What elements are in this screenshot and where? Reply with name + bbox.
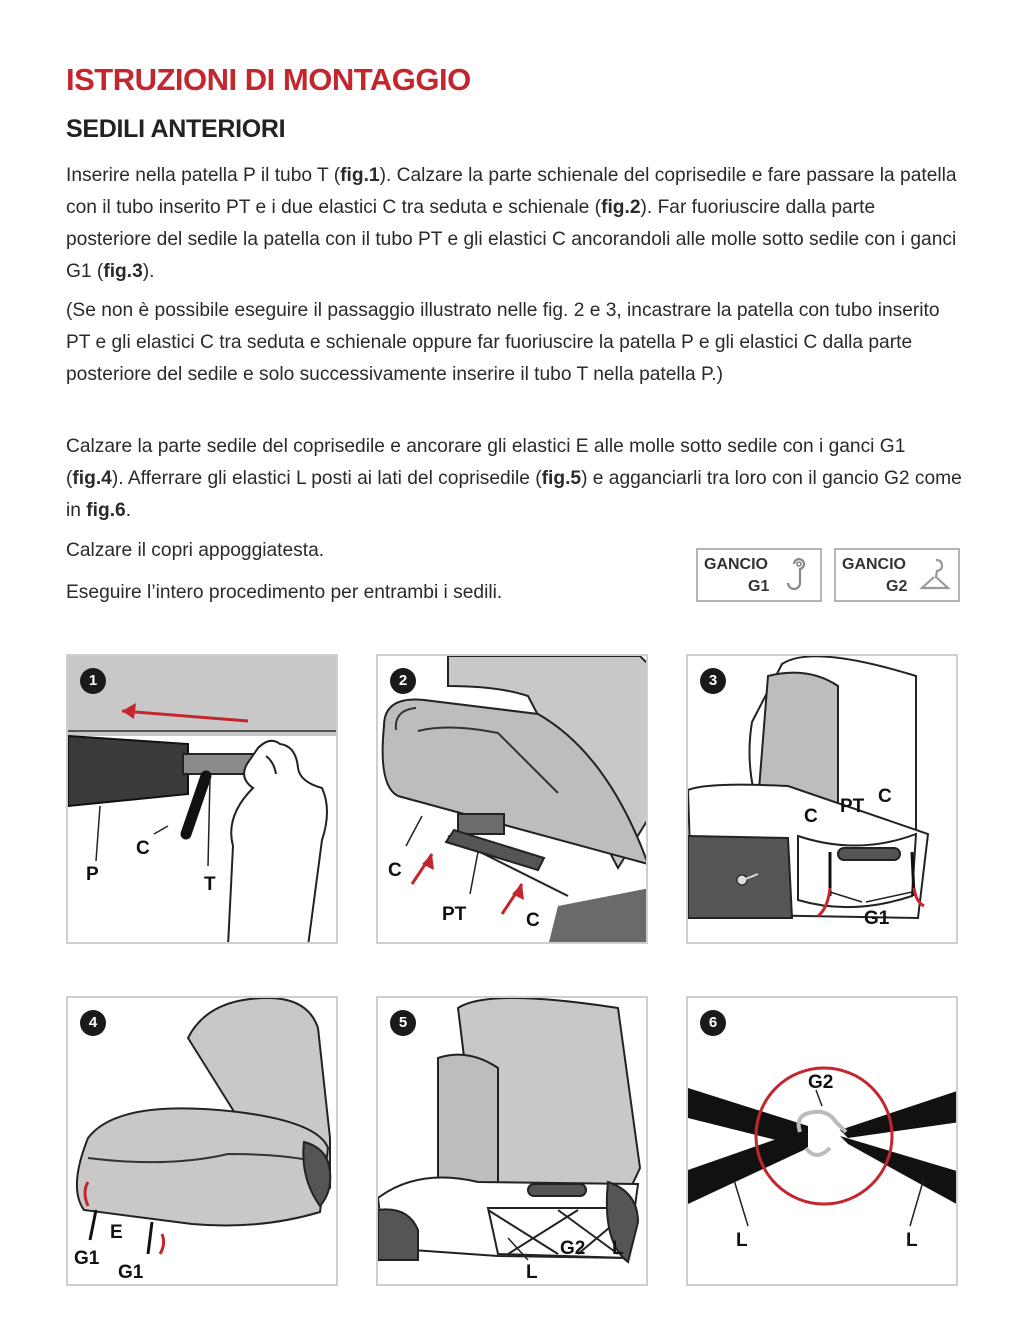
legend-gancio-g2: [834, 548, 960, 602]
instruction-paragraph-2: [66, 295, 962, 391]
hook-g2-icon: [918, 556, 952, 596]
instruction-paragraph-3: [66, 431, 962, 527]
text-run: ). Afferrare gli elastici L posti ai lati del coprisedile (: [111, 468, 542, 489]
legend-g1-word: GANCIO: [704, 556, 768, 573]
figure-3: [686, 654, 958, 944]
figure-3-number: 3: [700, 668, 726, 694]
legend-g1-code: G1: [748, 578, 770, 595]
legend-gancio-g1: [696, 548, 822, 602]
figure-1-label-t: T: [204, 874, 216, 895]
figure-2-label-c-right: C: [526, 910, 540, 931]
figure-4: [66, 996, 338, 1286]
figure-reference: fig.6: [86, 500, 126, 521]
text-run: ).: [142, 261, 155, 282]
figure-5: [376, 996, 648, 1286]
figure-4-label-g1-left: G1: [74, 1248, 100, 1269]
text-run: Inserire nella patella P il tubo T (: [66, 165, 341, 186]
figure-1-number: 1: [80, 668, 106, 694]
figure-6-number: 6: [700, 1010, 726, 1036]
figure-5-number: 5: [390, 1010, 416, 1036]
instruction-paragraph-4: [66, 535, 962, 567]
figure-4-illustration: [68, 998, 338, 1286]
figure-3-illustration: [688, 656, 958, 944]
text-run: Eseguire l’intero procedimento per entrambi i sedili.: [66, 582, 503, 603]
figure-2-illustration: [378, 656, 648, 944]
figure-5-label-l-left: L: [526, 1262, 538, 1283]
page-title: ISTRUZIONI DI MONTAGGIO: [66, 62, 471, 97]
figure-reference: fig.5: [541, 468, 582, 489]
legend-g2-code: G2: [886, 578, 908, 595]
figure-1-illustration: [68, 656, 338, 944]
figure-6: [686, 996, 958, 1286]
figure-3-label-c-left: C: [804, 806, 818, 827]
figure-2-number: 2: [390, 668, 416, 694]
figure-6-label-g2: G2: [808, 1072, 834, 1093]
figure-reference: fig.2: [601, 197, 641, 218]
figure-reference: fig.4: [72, 468, 112, 489]
instruction-paragraph-1: [66, 160, 962, 288]
instruction-paragraph-5: [66, 577, 962, 609]
text-run: ). Far fuoriuscire dalla parte posteriore del sedile la patella con il tubo PT e gli elastici C ancorandoli alle molle sotto sedile con i ganci G1 (: [66, 197, 957, 282]
legend-g2-word: GANCIO: [842, 556, 906, 573]
figure-reference: fig.1: [340, 165, 380, 186]
text-run: ) e agganciarli tra loro con il gancio G2 come in: [66, 468, 962, 521]
figure-2: [376, 654, 648, 944]
figure-2-label-c-left: C: [388, 860, 402, 881]
figure-1-label-c: C: [136, 838, 150, 859]
figure-6-label-l-right: L: [906, 1230, 918, 1251]
text-run: .: [125, 500, 132, 521]
text-run: Calzare la parte sedile del coprisedile e ancorare gli elastici E alle molle sotto sedile con i ganci G1 (: [66, 436, 906, 489]
figure-4-number: 4: [80, 1010, 106, 1036]
figure-1-label-p: P: [86, 864, 99, 885]
figure-3-label-pt: PT: [840, 796, 865, 817]
figure-5-label-g2: G2: [560, 1238, 586, 1259]
figure-5-label-l-right: L: [612, 1238, 624, 1259]
figure-reference: fig.3: [103, 261, 143, 282]
figure-3-label-g1: G1: [864, 908, 890, 929]
figure-4-label-e: E: [110, 1222, 123, 1243]
figure-4-label-g1-right: G1: [118, 1262, 144, 1283]
figure-3-label-c-right: C: [878, 786, 892, 807]
figure-5-illustration: [378, 998, 648, 1286]
text-run: Calzare il copri appoggiatesta.: [66, 540, 325, 561]
figure-1: [66, 654, 338, 944]
page-subtitle: SEDILI ANTERIORI: [66, 115, 286, 143]
text-run: ). Calzare la parte schienale del coprisedile e fare passare la patella con il tubo inserito PT e i due elastici C tra seduta e schienale (: [66, 165, 957, 218]
hook-g1-icon: [784, 556, 814, 596]
figure-6-label-l-left: L: [736, 1230, 748, 1251]
text-run: (Se non è possibile eseguire il passaggio illustrato nelle fig. 2 e 3, incastrare la patella con tubo inserito PT e gli elastici C tra seduta e schienale oppure far fuoriuscire la patella P e gli elastici C dalla parte posteriore del sedile e solo successivamente inserire il tubo T nella patella P.): [66, 300, 940, 385]
figure-2-label-pt: PT: [442, 904, 467, 925]
